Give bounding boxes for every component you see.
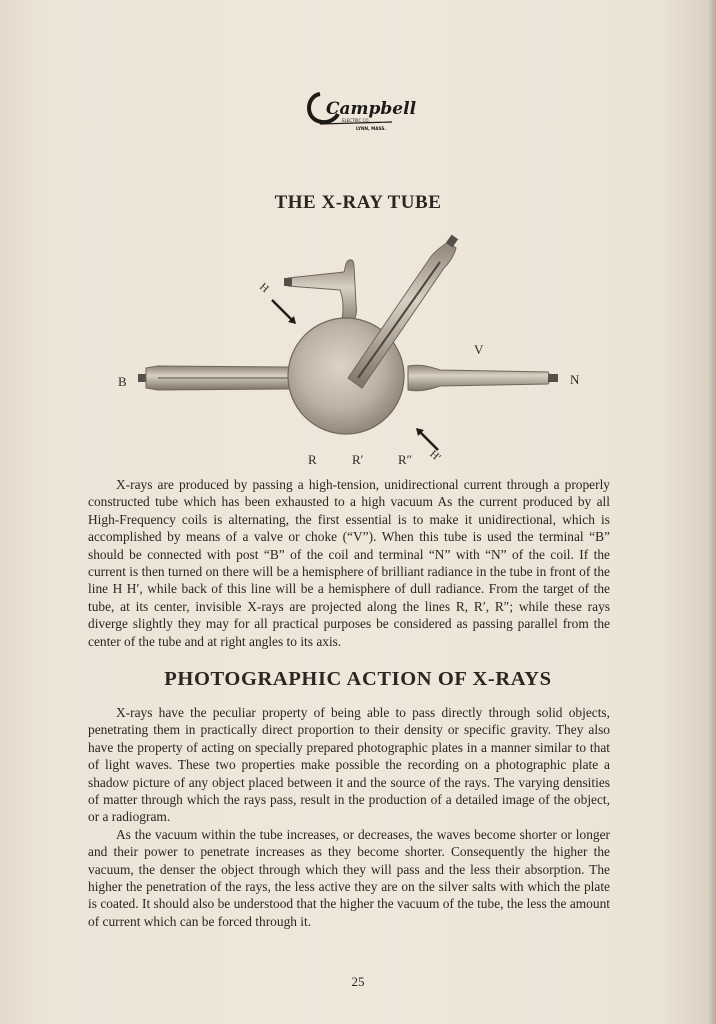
anode-arm-right (408, 365, 558, 391)
xray-tube-illustration (108, 228, 588, 468)
label-h-prime: H′ (427, 448, 444, 464)
label-r-double-prime: R″ (398, 452, 413, 467)
label-r-prime: R′ (352, 452, 364, 467)
section-title-xray-tube: THE X-RAY TUBE (274, 192, 442, 213)
cathode-arm-left (138, 366, 296, 390)
label-b: B (118, 374, 127, 389)
page-edge-shadow (708, 0, 716, 1024)
xray-tube-description (88, 476, 610, 650)
photographic-action-text (88, 704, 610, 930)
logo-location: LYNN, MASS. (356, 126, 386, 131)
label-h: H (257, 280, 271, 296)
label-n: N (570, 372, 580, 387)
campbell-logo-graphic (300, 84, 417, 134)
arrow-h (272, 300, 296, 324)
campbell-logo (300, 84, 417, 134)
label-v: V (474, 342, 484, 357)
section-title-photographic-action: PHOTOGRAPHIC ACTION OF X-RAYS (164, 668, 552, 690)
paragraph-photographic-2: As the vacuum within the tube increases, or decreases, the waves become shorter or longer and their power to penetrate increases as they become shorter. Consequently the higher the vacuum, the denser the object through which they will pass and the less their absorption. The higher the penetration of the rays, the less active they are on the silver salts with which the plate is coated. It should also be understood that the higher the vacuum of the tube, the less the amount of current which can be forced through it. (88, 826, 610, 929)
arrow-h-prime (416, 428, 438, 450)
page-number: 25 (351, 974, 365, 989)
logo-subtext: ELECTRIC CO. (342, 118, 370, 123)
paragraph-xray-tube: X-rays are produced by passing a high-tension, unidirectional current through a properly constructed tube which has been exhausted to a high vacuum As the current produced by all High-Frequency coils is alternating, the first essential is to make it unidirectional, which is accomplished by means of a valve or choke (“V”). When this tube is used the terminal “B” should be connected with post “B” of the coil and terminal “N” with “N” of the coil. If the current is then turned on there will be a hemisphere of brilliant radiance in the tube in front of the line H H′, while back of this line will be a hemisphere of dull radiance. From the target of the tube, at its center, invisible X-rays are projected along the lines R, R′, R″; while these rays diverge slightly they may for all practical purposes be considered as passing parallel from the center of the tube and at right angles to its axis. (88, 477, 610, 649)
paragraph-photographic-1: X-rays have the peculiar property of being able to pass directly through solid objects, penetrating them in practically direct proportion to their density or specific gravity. They also have the property of acting on specially prepared photographic plates in a manner similar to that of light waves. These two properties make possible the recording on a photographic plate a shadow picture of any object placed between it and the source of the rays. The varying densities of matter through which the rays pass, result in the production of a detailed image of the object, or a radiogram. (88, 705, 610, 825)
label-r: R (308, 452, 317, 467)
logo-script-text: Campbell (326, 99, 417, 119)
xray-tube-figure (108, 228, 588, 468)
